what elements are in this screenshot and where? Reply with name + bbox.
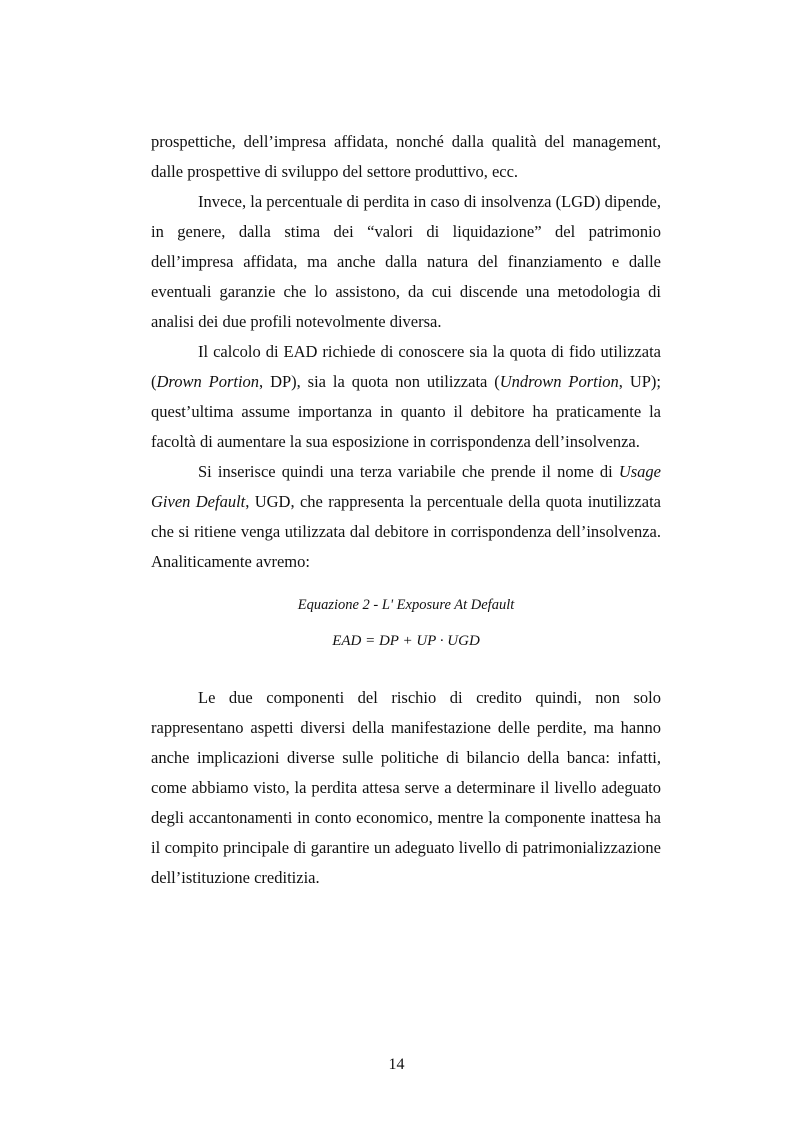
page-body	[151, 127, 661, 893]
paragraph-3-text-a: Il calcolo di EAD richiede di conoscere sia la quota di fido utilizzata (	[151, 342, 661, 391]
paragraph-3-text-e: , UP); quest’ultima assume importanza in quanto il debitore ha praticamente la facoltà di aumentare la sua esposizione in corrispondenza dell’insolvenza.	[151, 372, 661, 451]
paragraph-3-text-c: , DP), sia la quota non utilizzata (	[259, 372, 500, 391]
paragraph-4-text-a: Si inserisce quindi una terza variabile che prende il nome di	[198, 462, 619, 481]
paragraph-1: prospettiche, dell’impresa affidata, nonché dalla qualità del management, dalle prospettive di sviluppo del settore produttivo, ecc.	[151, 132, 661, 181]
page-number: 14	[388, 1056, 405, 1073]
term-undrown-portion: Undrown Portion	[499, 372, 619, 391]
equation-caption: Equazione 2 - L' Exposure At Default	[297, 597, 515, 613]
paragraph-2: Invece, la percentuale di perdita in caso di insolvenza (LGD) dipende, in genere, dalla stima dei “valori di liquidazione” del patrimonio dell’impresa affidata, ma anche dalla natura del finanziamento e dalle eventuali garanzie che lo assistono, da cui discende una metodologia di analisi dei due profili notevolmente diversa.	[151, 192, 661, 331]
term-usage-given-default: Usage Given Default	[151, 462, 661, 511]
term-drown-portion: Drown Portion	[156, 372, 260, 391]
paragraph-3	[151, 337, 661, 457]
equation: EAD = DP + UP · UGD	[332, 633, 480, 649]
paragraph-5: Le due componenti del rischio di credito quindi, non solo rappresentano aspetti diversi della manifestazione delle perdite, ma hanno anche implicazioni diverse sulle politiche di bilancio della banca: infatti, come abbiamo visto, la perdita attesa serve a determinare il livello adeguato degli accantonamenti in conto economico, mentre la componente inattesa ha il compito principale di garantire un adeguato livello di patrimonializzazione dell’istituzione creditizia.	[151, 688, 661, 887]
paragraph-4	[151, 457, 661, 577]
paragraph-4-text-c: , UGD, che rappresenta la percentuale della quota inutilizzata che si ritiene venga utilizzata dal debitore in corrispondenza dell’insolvenza. Analiticamente avremo:	[151, 492, 661, 571]
